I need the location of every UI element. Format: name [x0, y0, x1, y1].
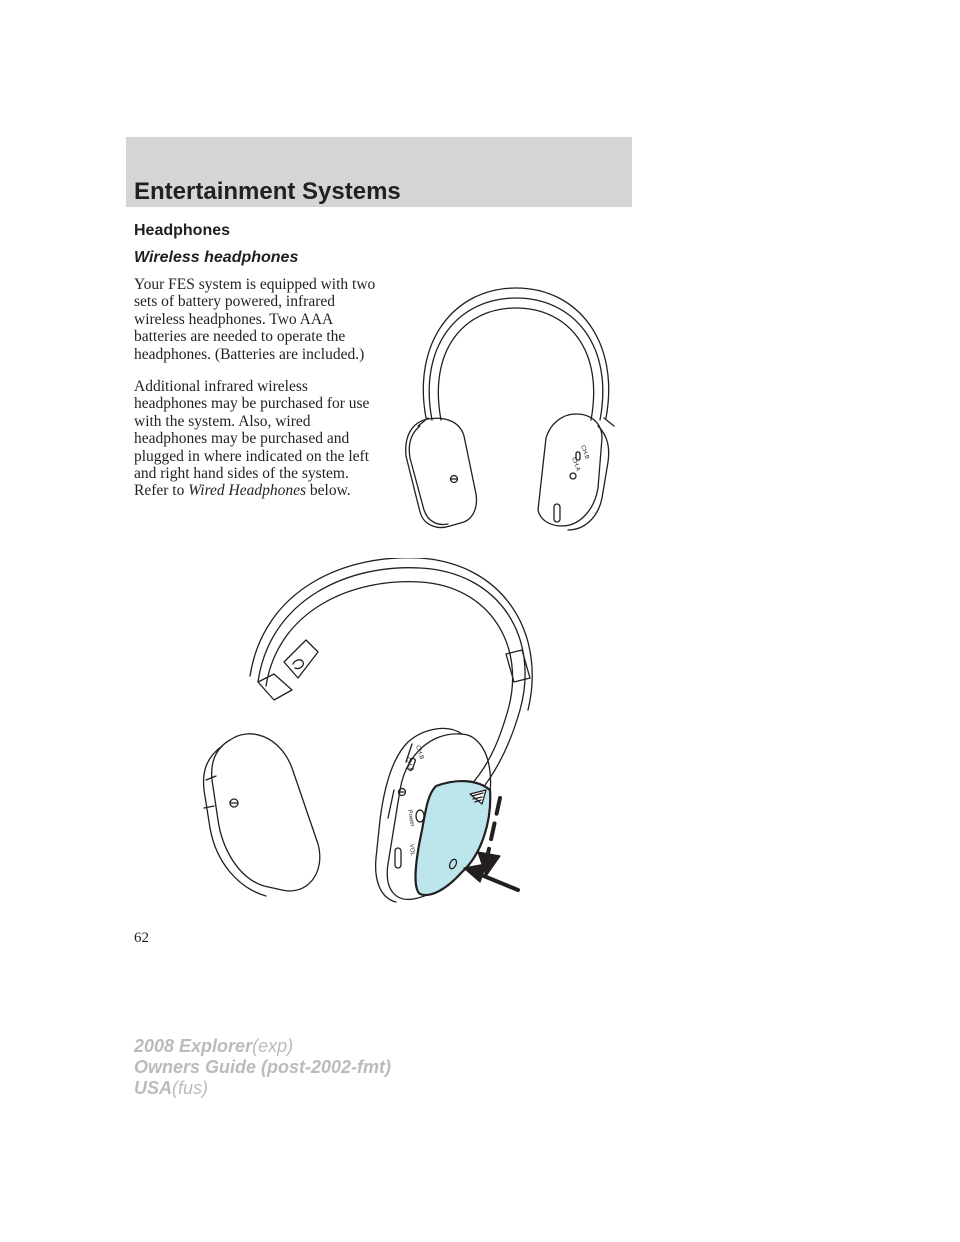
- paragraph2-end: below.: [306, 482, 351, 500]
- footer-market-code: (fus): [172, 1078, 209, 1098]
- fig2-volume-label: VOL: [408, 843, 416, 857]
- footer-line-2: Owners Guide (post-2002-fmt): [134, 1057, 392, 1077]
- footer-line-3: [134, 1078, 391, 1099]
- page-number: 62: [134, 930, 149, 946]
- wireless-headphones-subheading: Wireless headphones: [134, 249, 299, 266]
- additional-headphones-paragraph: [134, 378, 384, 500]
- fig2-power-label: Power: [406, 809, 415, 828]
- fig1-ch-b-label: CH.B: [579, 444, 590, 461]
- section-title: Entertainment Systems: [134, 178, 401, 205]
- document-footer: [134, 1036, 391, 1099]
- headphones-front-illustration: [398, 286, 634, 536]
- wired-headphones-reference: Wired Headphones: [188, 482, 307, 500]
- fig2-ch-a-label: CH.A: [404, 756, 415, 773]
- intro-paragraph: Your FES system is equipped with two sets of battery powered, infrared wireless headphones. Two AAA batteries are needed to operate the headphones. (Batteries are included.): [134, 276, 376, 363]
- footer-model-code: (exp): [252, 1036, 294, 1056]
- headphones-battery-cover-illustration: [200, 558, 536, 910]
- fig1-ch-a-label: CH.A: [570, 456, 581, 473]
- fig2-ch-b-label: CH.B: [414, 744, 425, 761]
- paragraph2-text: Additional infrared wireless headphones may be purchased for use with the system. Also, wired headphones may be purchased and plugged in where indicated on the left and right hand sides of the system. Refer to: [134, 378, 370, 500]
- footer-market: USA: [134, 1078, 173, 1098]
- footer-line-1: [134, 1036, 391, 1057]
- headphones-heading: Headphones: [134, 222, 231, 239]
- footer-model: 2008 Explorer: [134, 1036, 253, 1056]
